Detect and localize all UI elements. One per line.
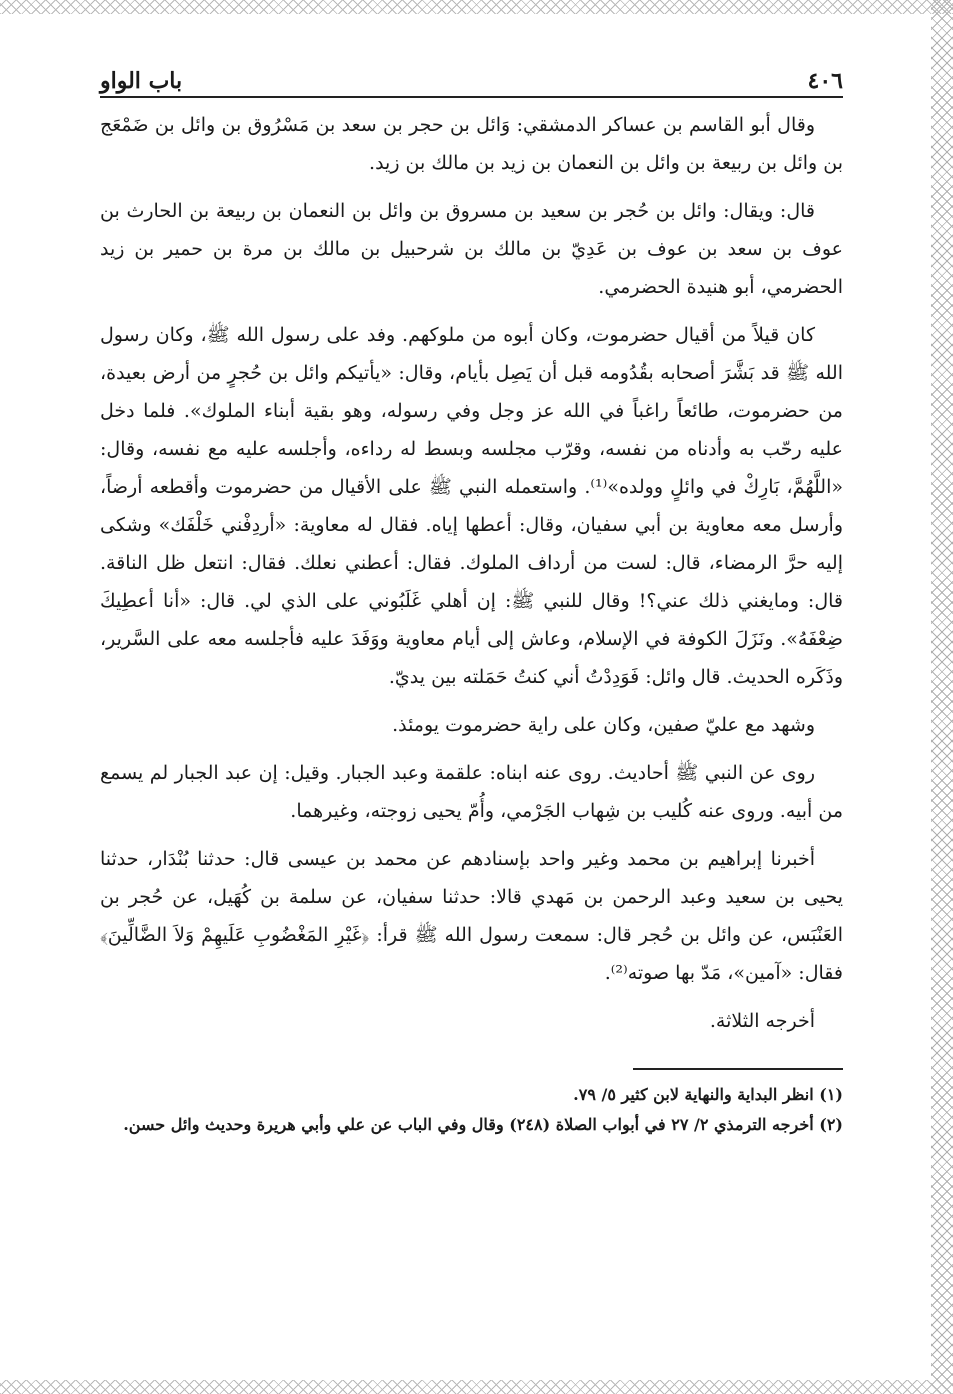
page-number: ٤٠٦ — [807, 68, 843, 94]
book-page — [100, 60, 843, 1140]
paragraph: وشهد مع عليّ صفين، وكان على راية حضرموت يومئذ. — [392, 714, 815, 736]
page-header — [100, 60, 843, 98]
paragraph: أخبرنا إبراهيم بن محمد وغير واحد بإسنادهم عن محمد بن عيسى قال: حدثنا بُنْدَار، حدثنا يحيى بن سعيد وعبد الرحمن بن مَهدي قالا: حدثنا سفيان، عن سلمة بن كُهَيل، عن حُجر بن العَنْبَس، عن وائل بن حُجر قال: سمعت رسول الله ﷺ قرأ: ﴿غَيْرِ المَغْضُوبِ عَلَيهِمْ وَلاَ الضَّالِّينَ﴾ فقال: «آمين»، مَدّ بها صوته⁽²⁾. — [100, 848, 843, 984]
footnotes — [100, 1080, 843, 1140]
footnote: (١) انظر البداية والنهاية لابن كثير ٥/ ٧٩. — [573, 1085, 843, 1104]
decorative-border-bottom — [0, 1380, 953, 1394]
page-body — [100, 106, 843, 1040]
footnote: (٢) أخرجه الترمذي ٢/ ٢٧ في أبواب الصلاة (٢٤٨) وقال وفي الباب عن علي وأبي هريرة وحديث وائل حسن. — [123, 1115, 843, 1134]
chapter-title: باب الواو — [100, 68, 183, 94]
closing-line: أخرجه الثلاثة. — [709, 1010, 815, 1032]
decorative-border-right — [931, 0, 953, 1394]
paragraph: وقال أبو القاسم بن عساكر الدمشقي: وَائل بن حجر بن سعد بن مَسْرُوق بن وائل بن ضَمْعَج بن وائل بن ربيعة بن وائل بن النعمان بن زيد بن مالك بن زيد. — [100, 114, 843, 174]
paragraph: كان قيلاً من أقيال حضرموت، وكان أبوه من ملوكهم. وفد على رسول الله ﷺ، وكان رسول الله ﷺ قد بَشَّرَ أصحابه بقُدُومه قبل أن يَصِل بأيام، وقال: «يأتيكم وائل بن حُجرٍ من أرض بعيدة، من حضرموت، طائعاً راغباً في الله عز وجل وفي رسوله، وهو بقية أبناء الملوك». فلما دخل عليه رحّب به وأدناه من نفسه، وقرّب مجلسه وبسط له رداءه، وأجلسه عليه مع نفسه، وقال: «اللَّهُمَّ، بَارِكْ في وائلٍ وولده»⁽¹⁾. واستعمله النبي ﷺ على الأقيال من حضرموت وأقطعه أرضاً، وأرسل معه معاوية بن أبي سفيان، وقال: أعطها إياه. فقال له معاوية: «أردِفْني خَلْفَك» وشكى إليه حرَّ الرمضاء، قال: لست من أرداف الملوك. فقال: أعطني نعلك. فقال: انتعل ظل الناقة. قال: ومايغني ذلك عني؟! وقال للنبي ﷺ: إن أهلي غَلَبُوني على الذي لي. قال: «أنا أعطِيكَ ضِعْفَهُ». ونَزَلَ الكوفة في الإسلام، وعاش إلى أيام معاوية ووَفَدَ عليه فأجلسه معه على السَّرير، وذَكَره الحديث. قال وائل: فَوَدِدْتُ أني كنتُ حَمَلته بين يديّ. — [100, 324, 843, 688]
paragraph: قال: ويقال: وائل بن حُجر بن سعيد بن مسروق بن وائل بن النعمان بن ربيعة بن الحارث بن عوف بن سعد بن عوف بن عَدِيّ بن مالك بن شرحبيل بن مالك بن مرة بن حمير بن زيد الحضرمي، أبو هنيدة الحضرمي. — [100, 200, 843, 298]
footnote-separator — [633, 1068, 843, 1070]
decorative-border-top — [0, 0, 953, 14]
paragraph: روى عن النبي ﷺ أحاديث. روى عنه ابناه: علقمة وعبد الجبار. وقيل: إن عبد الجبار لم يسمع من أبيه. وروى عنه كُليب بن شِهاب الجَرْمي، وأُمّ يحيى زوجته، وغيرهما. — [100, 762, 843, 822]
